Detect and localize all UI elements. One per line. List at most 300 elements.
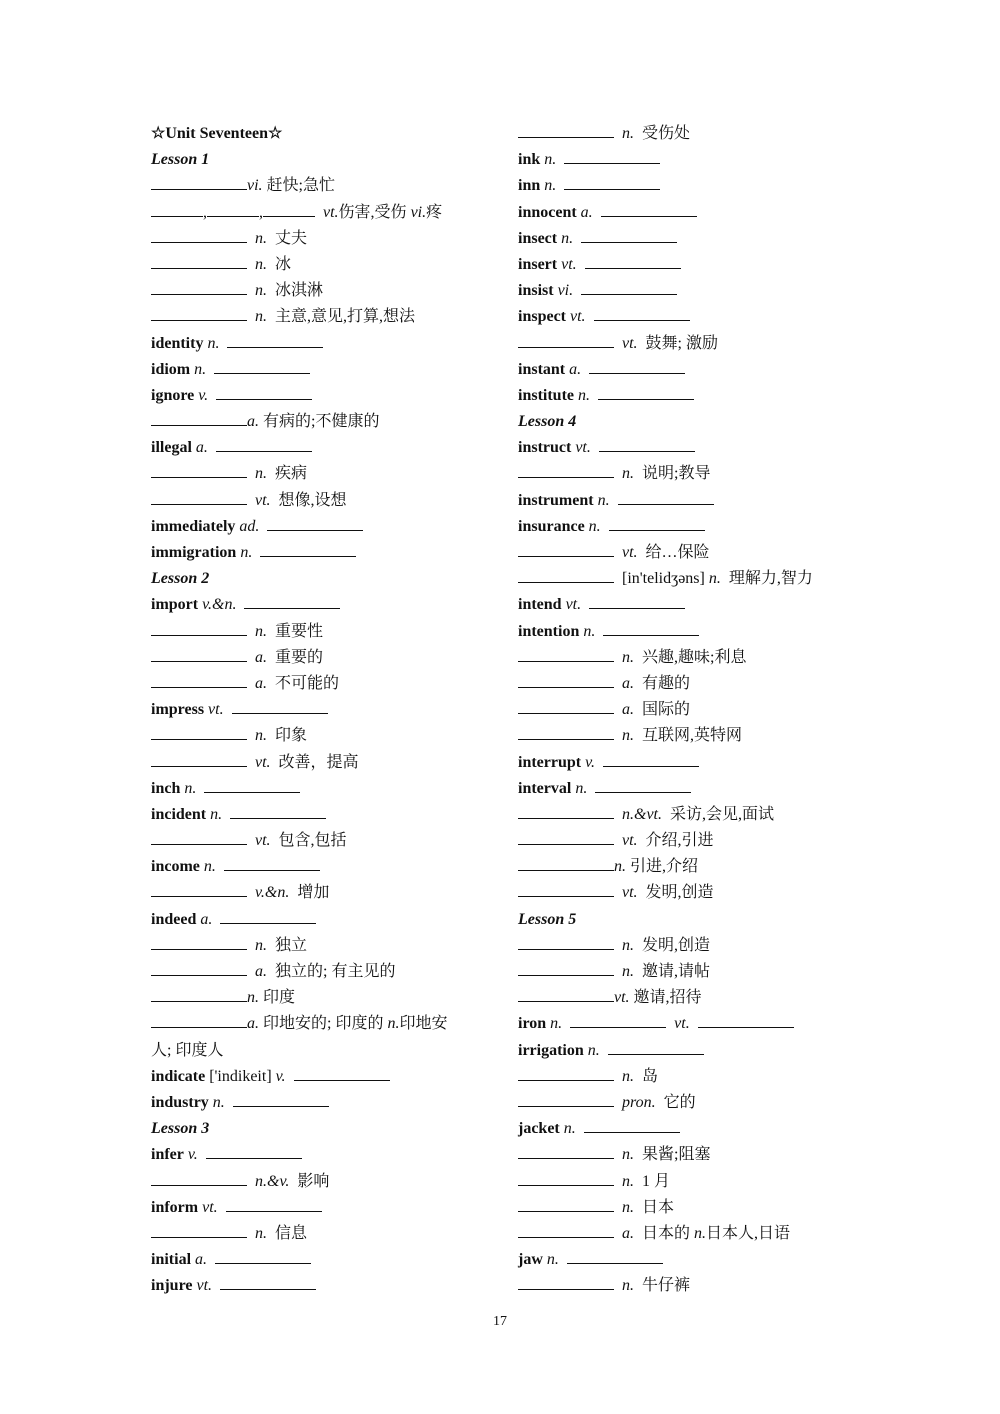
vocab-entry [151, 1247, 491, 1273]
answer-blank [151, 987, 247, 1002]
part-of-speech: a. [255, 648, 267, 666]
part-of-speech: v. [198, 386, 209, 404]
vocab-entry [151, 854, 491, 880]
part-of-speech: vt. [622, 334, 638, 352]
part-of-speech: n. [694, 1224, 707, 1242]
vocab-word: inch [151, 779, 181, 797]
part-of-speech: n. [255, 1224, 267, 1242]
answer-blank [603, 621, 699, 636]
vocab-entry [151, 226, 491, 252]
meaning-text: 主意,意见,打算,想法 [275, 308, 416, 326]
vocab-entry [151, 357, 491, 383]
meaning-text: 说明;教导 [642, 465, 711, 483]
meaning-text: 日本人,日语 [706, 1224, 791, 1242]
answer-blank [151, 490, 247, 505]
lesson-heading [518, 409, 848, 435]
meaning-text: 重要性 [275, 622, 324, 640]
part-of-speech: n. [575, 779, 588, 797]
vocab-entry [518, 880, 848, 906]
part-of-speech: vt. [323, 203, 339, 221]
answer-blank [518, 804, 614, 819]
part-of-speech: vt. [570, 308, 586, 326]
meaning-text: 给…保险 [645, 544, 710, 561]
answer-blank [518, 1066, 614, 1081]
page-number: 17 [493, 1314, 507, 1329]
answer-blank [518, 1197, 614, 1212]
answer-blank [260, 542, 356, 557]
answer-blank [151, 725, 247, 740]
part-of-speech: ad. [239, 517, 260, 535]
answer-blank [518, 463, 614, 478]
left-column [151, 121, 491, 1299]
part-of-speech: a. [247, 413, 259, 431]
vocab-entry [518, 383, 848, 409]
answer-blank [151, 306, 247, 321]
part-of-speech: n. [203, 858, 216, 876]
meaning-text: 信息 [275, 1224, 308, 1242]
vocab-entry [518, 750, 848, 776]
answer-blank [263, 202, 315, 217]
part-of-speech: n. [544, 177, 557, 195]
meaning-text: 印地安 [399, 1015, 448, 1033]
vocab-entry [151, 252, 491, 278]
meaning-text: 互联网,英特网 [642, 727, 743, 745]
vocab-entry [518, 723, 848, 749]
part-of-speech: v. [585, 753, 596, 771]
lesson-heading-text: Lesson 2 [151, 570, 210, 588]
vocab-word: infer [151, 1146, 184, 1164]
part-of-speech: n. [255, 282, 267, 300]
part-of-speech: vt. [561, 255, 577, 273]
answer-blank [608, 1040, 704, 1055]
meaning-text: 介绍,引进 [645, 832, 714, 850]
vocab-word: intention [518, 622, 580, 640]
answer-blank [518, 1092, 614, 1107]
meaning-text: 增加 [297, 884, 330, 902]
answer-blank [220, 1275, 316, 1290]
vocab-entry [518, 697, 848, 723]
part-of-speech: a. [247, 1015, 259, 1033]
part-of-speech: n. [247, 989, 259, 1007]
answer-blank [151, 935, 247, 950]
answer-blank [601, 202, 697, 217]
answer-blank [151, 280, 247, 295]
meaning-text: 影响 [297, 1172, 330, 1190]
vocab-word: industry [151, 1093, 209, 1111]
part-of-speech: n. [622, 1146, 634, 1164]
lesson-heading-text: Lesson 3 [151, 1120, 210, 1138]
part-of-speech: n. [622, 963, 634, 980]
vocab-word: interrupt [518, 753, 582, 771]
vocab-entry [151, 514, 491, 540]
part-of-speech: n. [255, 465, 267, 483]
vocab-word: insurance [518, 517, 585, 535]
meaning-text: 改善，提高 [278, 753, 359, 771]
answer-blank [698, 1013, 794, 1028]
answer-blank [151, 1013, 247, 1028]
vocab-entry [151, 435, 491, 461]
vocab-word: income [151, 858, 200, 876]
vocab-word: indeed [151, 910, 197, 928]
vocab-word: immediately [151, 517, 236, 535]
answer-blank [518, 542, 614, 557]
vocab-entry [518, 435, 848, 461]
answer-blank [518, 699, 614, 714]
vocab-entry [518, 514, 848, 540]
vocab-entry [151, 331, 491, 357]
part-of-speech: n. [583, 622, 596, 640]
phonetic: [in'telidʒəns] [622, 570, 705, 588]
vocab-entry [151, 461, 491, 487]
vocab-entry [151, 304, 491, 330]
vocab-entry [518, 1247, 848, 1273]
meaning-text: 发明,创造 [642, 936, 711, 954]
answer-blank [595, 778, 691, 793]
answer-blank [518, 882, 614, 897]
answer-blank [594, 306, 690, 321]
meaning-text: 不可能的 [275, 674, 340, 692]
answer-blank [518, 935, 614, 950]
meaning-text: 伤害,受伤 [338, 203, 407, 221]
meaning-text: 日本 [642, 1198, 675, 1216]
answer-blank [215, 1249, 311, 1264]
vocab-entry [151, 933, 491, 959]
vocab-word: inform [151, 1198, 199, 1216]
vocab-entry [518, 357, 848, 383]
lesson-heading [151, 147, 491, 173]
vocab-entry [518, 619, 848, 645]
vocab-word: illegal [151, 439, 192, 457]
vocab-entry [151, 592, 491, 618]
part-of-speech: vi. [410, 203, 427, 221]
answer-blank [585, 254, 681, 269]
meaning-text: 人; 印度人 [151, 1041, 224, 1059]
meaning-text: 疼 [426, 203, 443, 221]
answer-blank [599, 437, 695, 452]
vocab-entry [518, 828, 848, 854]
vocab-word: irrigation [518, 1041, 584, 1059]
part-of-speech: v.&n. [202, 596, 237, 614]
part-of-speech: n. [614, 858, 626, 876]
vocab-entry [151, 985, 491, 1011]
answer-blank [294, 1066, 390, 1081]
part-of-speech: n. [708, 570, 721, 588]
answer-blank [518, 725, 614, 740]
answer-blank [618, 490, 714, 505]
vocab-entry [518, 985, 848, 1011]
part-of-speech: vt. [202, 1198, 218, 1216]
answer-blank [151, 411, 247, 426]
part-of-speech: vi. [557, 282, 574, 300]
vocab-entry [518, 645, 848, 671]
vocab-entry [518, 147, 848, 173]
part-of-speech: vt. [622, 884, 638, 902]
answer-blank [518, 856, 614, 871]
answer-blank [151, 882, 247, 897]
answer-blank [151, 463, 247, 478]
vocab-word: immigration [151, 544, 237, 561]
lesson-heading-text: Lesson 1 [151, 151, 210, 169]
answer-blank [230, 804, 326, 819]
part-of-speech: n. [546, 1251, 559, 1269]
vocab-word: iron [518, 1015, 547, 1033]
part-of-speech: n. [588, 517, 601, 535]
part-of-speech: a. [255, 674, 267, 692]
answer-blank [518, 1223, 614, 1238]
vocab-entry [518, 1038, 848, 1064]
meaning-text: 冰 [275, 255, 292, 273]
answer-blank [244, 594, 340, 609]
part-of-speech: vt. [255, 753, 271, 771]
part-of-speech: n. [544, 151, 557, 169]
unit-title [151, 121, 491, 147]
part-of-speech: n.&v. [255, 1172, 290, 1190]
meaning-text: 印地安的; 印度的 [263, 1015, 384, 1033]
part-of-speech: n. [622, 1172, 634, 1190]
vocab-entry [151, 1142, 491, 1168]
vocab-entry [518, 592, 848, 618]
part-of-speech: n. [561, 229, 574, 247]
part-of-speech: n.&vt. [622, 805, 662, 823]
part-of-speech: a. [200, 910, 213, 928]
part-of-speech: n. [255, 255, 267, 273]
answer-blank [598, 385, 694, 400]
vocab-word: insert [518, 255, 558, 273]
vocab-entry [518, 121, 848, 147]
vocab-word: initial [151, 1251, 192, 1269]
answer-blank [151, 175, 247, 190]
meaning-text: 有病的;不健康的 [263, 413, 380, 431]
vocab-word: intend [518, 596, 562, 614]
meaning-text: 想像,设想 [278, 491, 347, 509]
meaning-text: 国际的 [642, 701, 691, 719]
vocab-entry [518, 1116, 848, 1142]
part-of-speech: n. [255, 727, 267, 745]
answer-blank [151, 1171, 247, 1186]
vocab-entry [518, 331, 848, 357]
meaning-text: 兴趣,趣味;利息 [642, 648, 747, 666]
vocab-entry [151, 1011, 491, 1037]
vocab-entry [151, 750, 491, 776]
part-of-speech: n. [563, 1120, 576, 1138]
vocab-word: jacket [518, 1120, 560, 1138]
phonetic: ['indikeit] [209, 1067, 272, 1085]
meaning-text: 受伤处 [642, 125, 691, 142]
vocab-entry [518, 200, 848, 226]
lesson-heading-text: Lesson 5 [518, 910, 577, 928]
answer-blank [518, 1144, 614, 1159]
lesson-heading [151, 1116, 491, 1142]
meaning-text: 印象 [275, 727, 308, 745]
vocab-word: incident [151, 805, 207, 823]
vocab-entry [518, 304, 848, 330]
vocab-entry [151, 697, 491, 723]
meaning-text: 理解力,智力 [728, 570, 813, 588]
vocab-word: identity [151, 334, 204, 352]
answer-blank [581, 228, 677, 243]
part-of-speech: n. [587, 1041, 600, 1059]
part-of-speech: v. [275, 1067, 286, 1085]
part-of-speech: a. [622, 674, 634, 692]
answer-blank [151, 254, 247, 269]
vocab-entry [518, 854, 848, 880]
part-of-speech: n. [255, 229, 267, 247]
answer-blank [589, 359, 685, 374]
vocab-entry [151, 488, 491, 514]
part-of-speech: n. [622, 648, 634, 666]
answer-blank [584, 1118, 680, 1133]
continuation-line [151, 1038, 491, 1064]
meaning-text: 独立 [275, 936, 308, 954]
vocab-entry [151, 959, 491, 985]
meaning-text: 引进,介绍 [630, 858, 699, 876]
part-of-speech: vt. [674, 1015, 690, 1033]
vocab-entry [151, 540, 491, 566]
answer-blank [603, 752, 699, 767]
meaning-text: 采访,会见,面试 [670, 805, 775, 823]
meaning-text: 冰淇淋 [275, 282, 324, 300]
answer-blank [151, 673, 247, 688]
answer-blank [206, 1144, 302, 1159]
vocab-entry [151, 1090, 491, 1116]
meaning-text: 包含,包括 [278, 832, 347, 850]
answer-blank [224, 856, 320, 871]
part-of-speech: vi. [247, 177, 263, 195]
answer-blank [220, 909, 316, 924]
part-of-speech: a. [569, 360, 582, 378]
vocab-entry [151, 907, 491, 933]
answer-blank [518, 987, 614, 1002]
answer-blank [267, 516, 363, 531]
vocab-entry [518, 1169, 848, 1195]
lesson-heading-text: Lesson 4 [518, 413, 577, 431]
part-of-speech: vt. [622, 832, 638, 850]
lesson-heading [518, 907, 848, 933]
part-of-speech: n. [622, 1198, 634, 1216]
part-of-speech: n. [184, 779, 197, 797]
part-of-speech: n. [622, 1277, 634, 1295]
vocab-entry [151, 278, 491, 304]
vocab-entry [518, 1090, 848, 1116]
vocab-entry [518, 802, 848, 828]
answer-blank [518, 830, 614, 845]
vocab-word: inn [518, 177, 541, 195]
answer-blank [609, 516, 705, 531]
part-of-speech: a. [195, 1251, 208, 1269]
meaning-text: 日本的 [642, 1224, 691, 1242]
vocab-entry [151, 723, 491, 749]
answer-blank [204, 778, 300, 793]
vocab-entry [151, 645, 491, 671]
part-of-speech: n. [387, 1015, 400, 1033]
answer-blank [216, 385, 312, 400]
vocab-entry [151, 1221, 491, 1247]
part-of-speech: n. [622, 727, 634, 745]
answer-blank [233, 1092, 329, 1107]
part-of-speech: n. [622, 125, 634, 142]
vocab-entry [518, 488, 848, 514]
answer-blank [216, 437, 312, 452]
vocab-entry [151, 173, 491, 199]
part-of-speech: n. [255, 936, 267, 954]
part-of-speech: n. [622, 936, 634, 954]
answer-blank [564, 175, 660, 190]
vocab-word: institute [518, 386, 574, 404]
vocab-entry [518, 671, 848, 697]
part-of-speech: pron. [622, 1093, 656, 1111]
part-of-speech: vt. [614, 989, 630, 1007]
vocab-entry [518, 1221, 848, 1247]
meaning-text: 邀请,请帖 [642, 963, 711, 980]
part-of-speech: n. [207, 334, 220, 352]
answer-blank [232, 699, 328, 714]
part-of-speech: a. [622, 1224, 634, 1242]
meaning-text: 岛 [642, 1067, 659, 1085]
vocab-word: instruct [518, 439, 572, 457]
lesson-heading [151, 566, 491, 592]
part-of-speech: vt. [565, 596, 582, 614]
vocab-word: inspect [518, 308, 566, 326]
answer-blank [570, 1013, 666, 1028]
vocab-entry [518, 540, 848, 566]
vocab-entry [151, 671, 491, 697]
unit-title-text: ☆Unit Seventeen☆ [151, 125, 283, 142]
part-of-speech: n. [240, 544, 253, 561]
part-of-speech: a. [195, 439, 208, 457]
meaning-text: 印度 [263, 989, 296, 1007]
vocab-word: idiom [151, 360, 191, 378]
part-of-speech: n. [622, 465, 634, 483]
vocab-entry [518, 1273, 848, 1299]
answer-blank [151, 202, 203, 217]
vocab-entry [518, 566, 848, 592]
answer-blank [518, 568, 614, 583]
vocab-entry [518, 959, 848, 985]
part-of-speech: v.&n. [255, 884, 290, 902]
meaning-text: 邀请,招待 [633, 989, 702, 1007]
vocab-word: ignore [151, 386, 195, 404]
vocab-entry [518, 1195, 848, 1221]
answer-blank [518, 333, 614, 348]
part-of-speech: vt. [575, 439, 591, 457]
answer-blank [226, 1197, 322, 1212]
answer-blank [518, 647, 614, 662]
part-of-speech: n. [194, 360, 207, 378]
vocab-entry [518, 461, 848, 487]
answer-blank [151, 647, 247, 662]
part-of-speech: n. [622, 1067, 634, 1085]
vocab-word: injure [151, 1277, 193, 1295]
part-of-speech: v. [187, 1146, 198, 1164]
vocab-entry [151, 1195, 491, 1221]
answer-blank [518, 1171, 614, 1186]
answer-blank [227, 333, 323, 348]
vocab-entry [518, 933, 848, 959]
answer-blank [518, 123, 614, 138]
vocab-word: interval [518, 779, 572, 797]
part-of-speech: n. [210, 805, 223, 823]
part-of-speech: vt. [622, 544, 638, 561]
meaning-text: 独立的; 有主见的 [275, 963, 396, 980]
vocab-entry [518, 173, 848, 199]
part-of-speech: vt. [255, 491, 271, 509]
answer-blank [564, 149, 660, 164]
meaning-text: 它的 [663, 1093, 696, 1111]
vocab-entry [518, 1064, 848, 1090]
vocab-entry [518, 252, 848, 278]
vocab-entry [151, 619, 491, 645]
meaning-text: 有趣的 [642, 674, 691, 692]
